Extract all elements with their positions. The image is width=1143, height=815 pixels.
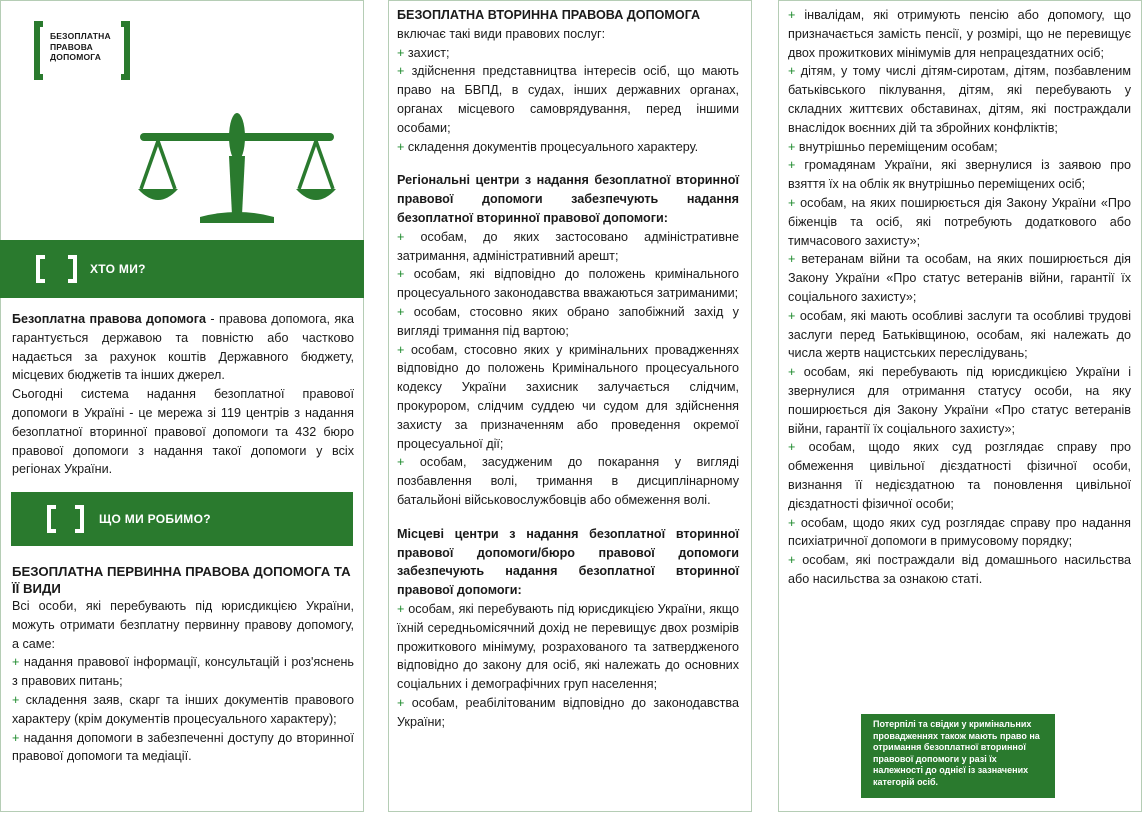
note-box: [861, 714, 1055, 798]
plus-bullet-icon: +: [788, 8, 805, 22]
regional-item-text: особам, засудженим до покарання у вигляді позбавлення волі, тримання в дисциплінарному батальйоні військовослужбовців або обмеження волі.: [397, 455, 739, 507]
service-item: [397, 62, 739, 137]
category-item: [788, 156, 1131, 194]
category-item-text: особам, щодо яких суд розглядає справу про надання психіатричної допомоги в примусовому порядку;: [788, 515, 1131, 549]
primary-section: [12, 563, 354, 766]
category-item-text: ветеранам війни та особам, на яких поширюється дія Закону України «Про статус ветеранів війни, гарантії їх соціального захисту»;: [788, 252, 1131, 304]
primary-title: БЕЗОПЛАТНА ПЕРВИННА ПРАВОВА ДОПОМОГА ТА ЇЇ ВИДИ: [12, 564, 351, 596]
plus-bullet-icon: +: [397, 45, 408, 60]
plus-bullet-icon: +: [788, 64, 801, 79]
plus-bullet-icon: +: [397, 342, 411, 357]
note-text: Потерпілі та свідки у кримінальних провадженнях також мають право на отримання безоплатної вторинної правової допомоги у разі їх належності до однієї із зазначених категорій осіб.: [873, 719, 1040, 787]
regional-item-text: особам, до яких застосовано адміністративне затримання, адміністративний арешт;: [397, 229, 739, 263]
plus-bullet-icon: +: [12, 730, 24, 745]
who-heading-bar: [0, 240, 364, 298]
primary-item: [12, 691, 354, 729]
primary-intro: Всі особи, які перебувають під юрисдикцією України, можуть отримати безплатну первинну правову допомогу, а саме:: [12, 599, 354, 651]
bracket-icon: [75, 505, 84, 533]
primary-item: [12, 653, 354, 691]
category-item: [788, 138, 1131, 157]
category-item: [788, 194, 1131, 250]
plus-bullet-icon: +: [788, 308, 800, 323]
plus-bullet-icon: +: [397, 455, 420, 470]
category-item: [788, 6, 1131, 62]
secondary-title: БЕЗОПЛАТНА ВТОРИННА ПРАВОВА ДОПОМОГА: [397, 8, 701, 22]
category-item-text: інвалідам, які отримують пенсію або допомогу, що призначається замість пенсії, у розмірі, що не перевищує двох прожиткових мінімумів для непрацездатних осіб;: [788, 8, 1131, 60]
plus-bullet-icon: +: [12, 655, 24, 670]
local-item-text: особам, реабілітованим відповідно до законодавства України;: [397, 695, 739, 729]
who-p2: Сьогодні система надання безоплатної правової допомоги в Україні - це мережа зі 119 центрів з надання безоплатної вторинної правової допомоги та 432 бюро правової допомоги з надання такої допомоги у всіх регіонах України.: [12, 387, 354, 477]
service-item: [397, 44, 739, 63]
category-item-text: особам, які мають особливі заслуги та особливі трудові заслуги перед Батьківщиною, особам, які належать до числа жертв нацистських переслідувань;: [788, 308, 1132, 361]
primary-item: [12, 729, 354, 767]
plus-bullet-icon: +: [788, 365, 804, 380]
plus-bullet-icon: +: [397, 267, 414, 282]
plus-bullet-icon: +: [788, 553, 803, 568]
service-item-text: захист;: [407, 45, 450, 60]
plus-bullet-icon: +: [788, 195, 801, 210]
plus-bullet-icon: +: [397, 139, 408, 154]
bracket-icon: [68, 255, 77, 283]
logo: [34, 21, 130, 80]
plus-bullet-icon: +: [788, 139, 799, 154]
local-item: [397, 600, 739, 694]
secondary-body: [397, 6, 739, 731]
plus-bullet-icon: +: [397, 229, 421, 244]
plus-bullet-icon: +: [12, 692, 26, 707]
what-heading: ЩО МИ РОБИМО?: [99, 512, 211, 526]
regional-item: [397, 228, 739, 266]
bracket-icon: [47, 505, 56, 533]
primary-item-text: надання допомоги в забезпеченні доступу до вторинної правової допомоги та медіації.: [12, 730, 355, 764]
plus-bullet-icon: +: [788, 158, 805, 173]
local-heading: Місцеві центри з надання безоплатної вторинної правової допомоги/бюро правової допомоги забезпечують надання безоплатної вторинної правової допомоги:: [397, 526, 739, 598]
local-item: [397, 694, 739, 732]
what-heading-bar: [11, 492, 353, 546]
regional-item-text: особам, які відповідно до положень кримінального процесуального законодавства вважаються затриманими;: [397, 267, 739, 301]
regional-item: [397, 453, 739, 509]
category-item: [788, 363, 1131, 438]
regional-item: [397, 265, 739, 303]
category-item-text: особам, щодо яких суд розглядає справу про обмеження цивільної дієздатності фізичної особи, визнання її недієздатною та поновлення цивільної дієздатності фізичної особи;: [788, 440, 1132, 511]
plus-bullet-icon: +: [788, 252, 802, 267]
regional-item-text: особам, стосовно яких обрано запобіжний захід у вигляді тримання під вартою;: [397, 304, 739, 338]
category-item: [788, 62, 1131, 137]
category-item: [788, 307, 1131, 363]
logo-bracket-left: [34, 21, 43, 80]
logo-line: БЕЗОПЛАТНА: [50, 31, 111, 41]
service-item: [397, 138, 739, 157]
category-item: [788, 514, 1131, 552]
category-item-text: особам, які постраждали від домашнього насильства або насильства за ознакою статі.: [788, 553, 1132, 586]
service-item-text: здійснення представництва інтересів осіб, що мають право на БВПД, в судах, інших державних органах, органах місцевого самоврядування, перед іншими особами;: [397, 64, 739, 135]
logo-bracket-right: [121, 21, 130, 80]
plus-bullet-icon: +: [397, 304, 414, 319]
category-item-text: особам, які перебувають під юрисдикцією України і звернулися для отримання статусу особи, на яку поширюється дія Закону України «Про статус ветеранів війни, гарантії їх соціального захисту»;: [788, 365, 1132, 436]
category-item-text: дітям, у тому числі дітям-сиротам, дітям, позбавленим батьківського піклування, дітям, які перебувають у складних життєвих обставинах, дітям, які постраждали внаслідок воєнних дій та збройних конфліктів;: [788, 64, 1132, 135]
bracket-icon: [36, 255, 45, 283]
category-item-text: особам, на яких поширюється дія Закону України «Про біженців та осіб, які потребують додаткового або тимчасового захисту»;: [788, 195, 1131, 248]
who-text: [12, 310, 354, 479]
logo-text: [50, 31, 111, 63]
local-item-text: особам, які перебувають під юрисдикцією України, якщо їхній середньомісячний дохід не перевищує двох розмірів прожиткового мінімуму, розрахованого та затвердженого відповідно до закону для осіб, які належать до основних соціальних і демографічних груп населення;: [397, 601, 739, 692]
who-term: Безоплатна правова допомога: [12, 312, 206, 326]
logo-line: ПРАВОВА: [50, 41, 93, 52]
service-item-text: складення документів процесуального характеру.: [407, 139, 699, 154]
category-item: [788, 551, 1131, 589]
plus-bullet-icon: +: [788, 440, 809, 455]
logo-line: ДОПОМОГА: [50, 52, 102, 62]
categories-body: [788, 6, 1131, 589]
regional-heading: Регіональні центри з надання безоплатної вторинної правової допомоги забезпечують надання безоплатної вторинної правової допомоги:: [397, 173, 739, 225]
plus-bullet-icon: +: [397, 601, 409, 616]
category-item-text: внутрішньо переміщеним особам;: [798, 139, 998, 154]
regional-item: [397, 341, 739, 454]
plus-bullet-icon: +: [788, 515, 801, 530]
who-heading: ХТО МИ?: [90, 262, 146, 276]
plus-bullet-icon: +: [397, 695, 412, 710]
secondary-intro: включає такі види правових послуг:: [397, 26, 606, 41]
category-item: [788, 250, 1131, 306]
regional-item: [397, 303, 739, 341]
primary-item-text: складення заяв, скарг та інших документів правового характеру (крім документів процесуального характеру);: [12, 692, 354, 726]
scales-icon: [138, 111, 336, 229]
regional-item-text: особам, стосовно яких у кримінальних провадженнях відповідно до положень Кримінального процесуального кодексу України захисник залучається слідчим, прокурором, слідчим суддею чи судом для здійснення захисту за призначенням або проведення окремої процесуальної дії;: [397, 342, 739, 451]
plus-bullet-icon: +: [397, 64, 412, 79]
category-item-text: громадянам України, які звернулися із заявою про взяття їх на облік як внутрішньо переміщених осіб;: [788, 158, 1131, 192]
category-item: [788, 438, 1131, 513]
primary-body: [12, 597, 354, 766]
primary-item-text: надання правової інформації, консультацій і роз'яснень з правових питань;: [12, 655, 354, 689]
who-p1: - правова допомога, яка гарантується державою та повністю або частково надається за рахунок коштів Державного бюджету, місцевих бюджетів та інших джерел.: [12, 312, 354, 383]
